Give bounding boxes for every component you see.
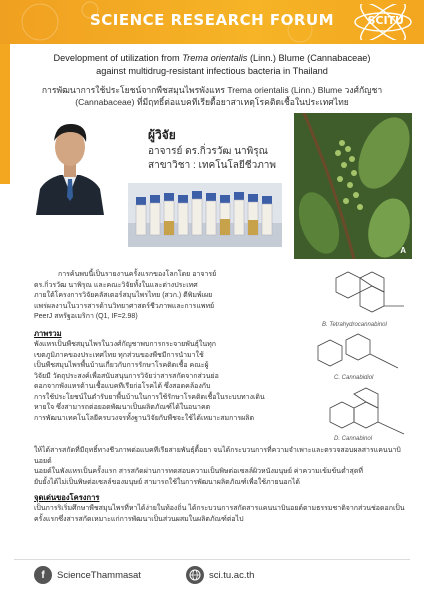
header-banner xyxy=(0,0,424,44)
background-paragraph xyxy=(34,340,304,424)
scitu-logo-text: SCITU xyxy=(367,14,404,27)
title-species: Trema orientalis xyxy=(182,53,248,63)
highlight-line: เป็นการริเริ่มศึกษาพืชสมุนไพรที่หาได้ง่ายในท้องถิ่น ได้กระบวนการสกัดสารแคนนาบินอยด์ตามธรรมชาติจากส่วนช่อดอกเป็น xyxy=(34,505,405,512)
highlight-line: ครั้งแรกซึ่งสารสกัดเหมาะแก่การพัฒนาเป็นส่วนผสมในผลิตภัณฑ์ต่อไป xyxy=(34,515,244,523)
facebook-icon: f xyxy=(34,566,52,584)
researcher-heading: ผู้วิจัย xyxy=(148,128,176,142)
forum-title: SCIENCE RESEARCH FORUM xyxy=(89,11,335,29)
intro-line: ภายใต้โครงการวิจัยคลัสเตอร์สมุนไพรไทย (สวก.) ตีพิมพ์เผย xyxy=(34,292,213,299)
background-heading: ภาพรวม xyxy=(34,329,62,338)
researcher-field: สาขาวิชา : เทคโนโลยีชีวภาพ xyxy=(148,160,276,171)
paper-title xyxy=(14,52,410,78)
background-line: วิจัยมี วัตถุประสงค์เพื่อสนับสนุนการวิจัยว่าสารสกัดจากส่วนย่อ xyxy=(34,372,219,380)
highlight-heading: จุดเด่นของโครงการ xyxy=(34,493,100,502)
facebook-text: ScienceThammasat xyxy=(57,569,141,581)
footer-divider xyxy=(14,559,410,560)
background-line: ยับยั้งได้ไม่เป็นพิษต่อเซลล์ของมนุษย์ สามารถใช้ในการพัฒนาผลิตภัณฑ์เพื่อใช้ภายนอกได้ xyxy=(34,478,300,486)
background-line: เป็นพืชสมุนไพรพื้นบ้านเกี่ยวกับการรักษาโรคติดเชื้อ คณะผู้ xyxy=(34,362,209,369)
researcher-name: อาจารย์ ดร.กิ่วรวัฒ นาพิรุณ xyxy=(148,146,268,157)
plant-photo xyxy=(294,113,412,259)
title-pre: Development of utilization from xyxy=(53,53,183,63)
footer xyxy=(0,566,424,594)
background-line: นอยด์ในพังแหรเป็นครั้งแรก สารสกัดผ่านการทดสอบความเป็นพิษต่อเซลล์ผิวหนังมนุษย์ ค่าความเข้มข้นต่ำสุดที่ xyxy=(34,468,363,475)
highlight-paragraph xyxy=(34,504,414,525)
chem-label-c: C. Cannabidiol xyxy=(334,375,374,381)
intro-line: ดร.กิ่วรวัฒ นาพิรุณ และคณะวิจัยทั้งในและต่างประเทศ xyxy=(34,281,198,289)
background-line: ให้ได้สารสกัดที่มีฤทธิ์ทางชีวภาพต่อแบคทีเรียสายพันธุ์ดื้อยา จนได้กระบวนการที่ความจำเพาะและตรวจสอบผลสารแคนนาบินอยด์ xyxy=(34,447,401,465)
title-post: (Linn.) Blume (Cannabaceae) xyxy=(247,53,371,63)
thai-title xyxy=(14,84,410,108)
trema-plant-image xyxy=(294,113,412,259)
intro-line: PeerJ สหรัฐอเมริกา (Q1, IF=2.98) xyxy=(34,313,138,320)
website-link[interactable] xyxy=(186,566,254,584)
researcher-info xyxy=(148,126,308,173)
accent-bar xyxy=(0,44,10,184)
background-line: ดอกจากพังแหรต้านเชื้อแบคทีเรียก่อโรคได้ ซึ่งสอดคล้องกับ xyxy=(34,383,211,390)
background-line: การพัฒนาเทคโนโลยีครบวงจรทั้งฐานวิจัยกับพืชจะใช้ได้เหมาะสมการผลิต xyxy=(34,414,255,422)
title-line2: against multidrug-resistant infectious bacteria in Thailand xyxy=(96,66,328,76)
background-line: หายใจ ซึ่งสามารถต่อยอดพัฒนาเป็นผลิตภัณฑ์ได้ในอนาคต xyxy=(34,404,211,411)
facebook-link[interactable] xyxy=(34,566,141,584)
researcher-portrait xyxy=(30,115,110,215)
website-text: sci.tu.ac.th xyxy=(209,569,255,581)
chem-label-d: D. Cannabinol xyxy=(334,436,373,442)
globe-icon xyxy=(186,566,204,584)
background-line: เขตภูมิภาคของประเทศไทย ทุกส่วนของพืชมีการนำมาใช้ xyxy=(34,351,204,359)
background-line: พังแหรเป็นพืชสมุนไพรในวงศ์กัญชาพบการกระจายพันธุ์ในทุก xyxy=(34,341,216,348)
background-paragraph-cont xyxy=(34,446,414,488)
chem-label-b: B. Tetrahydrocannabinol xyxy=(322,322,387,328)
background-line: การใช้ประโยชน์ในตำรับยาพื้นบ้านในการใช้รักษาโรคติดเชื้อในระบบทางเดิน xyxy=(34,393,265,401)
thai-title-line1: การพัฒนาการใช้ประโยชน์จากพืชสมุนไพรพังแหร Trema orientalis (Linn.) Blume วงศ์กัญชา xyxy=(41,85,383,95)
plant-photo-tag: A xyxy=(400,246,406,255)
thai-title-line2: (Cannabaceae) ที่มีฤทธิ์ต่อแบคทีเรียดื้อยาสาเหตุโรคติดเชื้อในประเทศไทย xyxy=(75,97,349,107)
intro-line: แพร่ผลงานในวารสารด้านวิทยาศาสตร์ชีวภาพและการแพทย์ xyxy=(34,302,215,310)
intro-line: การค้นพบนี้เป็นรายงานครั้งแรกของโลกโดย อาจารย์ xyxy=(58,271,217,278)
lab-vials-photo xyxy=(128,183,282,247)
intro-paragraph xyxy=(34,270,274,323)
